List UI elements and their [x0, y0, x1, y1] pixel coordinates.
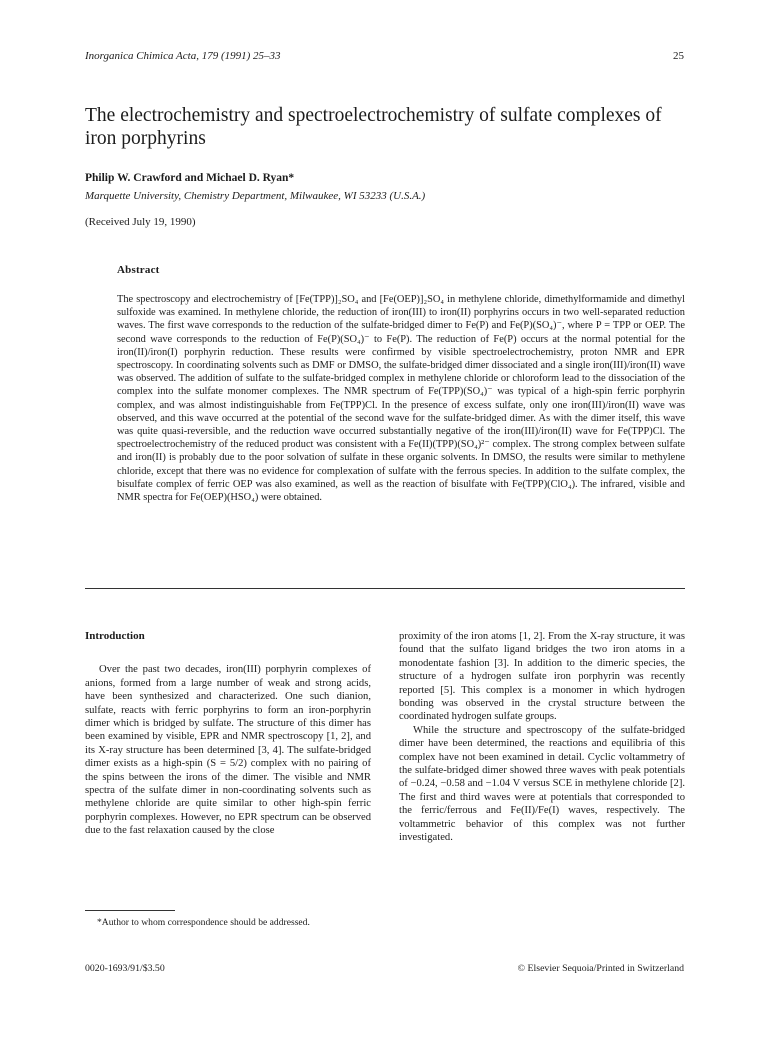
intro-paragraph-2: While the structure and spectroscopy of the sulfate-bridged dimer have been determined, the reactions and equilibria of this complex have not been examined in detail. Cyclic voltammetry of the sulfate-bridged dimer showed three waves with peak potentials of −0.24, −0.58 and −1.04 V versus SCE in methylene chloride [2]. The first and third waves were at potentials that corresponded to the ferric/ferrous and Fe(II)/Fe(I) waves, respectively. The voltammetric behavior of this complex was not further investigated. [399, 724, 685, 844]
section-divider [85, 588, 685, 589]
running-head [85, 50, 685, 62]
copyright: © Elsevier Sequoia/Printed in Switzerland [517, 963, 684, 974]
page-number: 25 [673, 50, 684, 62]
intro-paragraph-1: Over the past two decades, iron(III) porphyrin complexes of anions, formed from a large number of weak and strong acids, have been synthesized and characterized. One such dianion, sulfate, reacts with ferric porphyrins to form an iron-porphyrin dimer which is bridged by sulfate. The structure of this dimer has been examined by visible, EPR and NMR spectroscopy [1, 2], and its X-ray structure has been determined [3, 4]. The sulfate-bridged dimer exists as a high-spin (S = 5/2) complex with no pairing of the spins between the irons of the dimer. The visible and NMR spectra of the sulfate dimer in non-coordinating solvents such as methylene chloride are quite similar to other high-spin ferric porphyrin complexes. However, no EPR spectrum can be observed due to the fast relaxation caused by the close [85, 664, 371, 837]
abstract-heading: Abstract [117, 264, 160, 276]
affiliation: Marquette University, Chemistry Department, Milwaukee, WI 53233 (U.S.A.) [85, 190, 426, 202]
intro-paragraph-1-cont: proximity of the iron atoms [1, 2]. From the X-ray structure, it was found that the sulfato ligand bridges the two iron atoms in a monodentate fashion [3]. In addition to the dimeric species, the structure of a hydrogen sulfate iron porphyrin was recently reported [5]. This complex is a monomer in which hydrogen bonding was observed in the crystal structure between the coordinated hydrogen sulfate groups. [399, 631, 685, 723]
journal-citation: Inorganica Chimica Acta, 179 (1991) 25–33 [85, 50, 281, 62]
authors: Philip W. Crawford and Michael D. Ryan* [85, 172, 295, 184]
paper-title: The electrochemistry and spectroelectrochemistry of sulfate complexes of iron porphyrins [85, 105, 662, 149]
footnote: *Author to whom correspondence should be addressed. [97, 917, 310, 928]
issn-price: 0020-1693/91/$3.50 [85, 963, 165, 974]
footnote-rule [85, 910, 175, 911]
right-column [399, 630, 685, 845]
abstract-text: The spectroscopy and electrochemistry of [Fe(TPP)]₂SO₄ and [Fe(OEP)]₂SO₄ in methylene chloride, dimethylformamide and dimethyl sulfoxide was examined. In methylene chloride, the reduction of iron(III) to iron(II) porphyrins occurs in two well-separated reduction waves. The first wave corresponds to the reduction of the sulfate-bridged dimer to Fe(P) and Fe(P)(SO₄)⁻, where P = TPP or OEP. The second wave corresponds to the reduction of Fe(P)(SO₄)⁻ to Fe(P). The reduction of Fe(P) occurs at the normal potential for the iron(II)/iron(I) porphyrin reduction. These results were confirmed by visible spectroelectrochemistry, proton NMR and EPR spectroscopy. In coordinating solvents such as DMF or DMSO, the sulfate-bridged dimer dissociated and a single iron(III)/iron(II) wave was observed. The addition of sulfate to the sulfate-bridged complex in methylene chloride or chloroform lead to the dissociation of the complex into the sulfate monomer complexes. The NMR spectrum of Fe(TPP)(SO₄)⁻ was typical of a high-spin ferric porphyrin complex, and was almost indistinguishable from Fe(TPP)Cl. In the presence of excess sulfate, only one iron(III)/iron(II) wave was observed, and this wave occurred at the potential of the second wave for the sulfate-bridged dimer. As with the dimer itself, this wave was quite quasi-reversible, and the reduction wave occurred substantially negative of the iron(III)/iron(II) wave for Fe(TPP)Cl. The spectroelectrochemistry of the reduced product was consistent with a Fe(II)(TPP)(SO₄)²⁻ complex. The strong complex between sulfate and iron(II) is probably due to the poor solvation of sulfate in these organic solvents. In DMSO, the results were similar to methylene chloride, except that there was no evidence for complexation of sulfate with the ferrous species. In addition to the sulfate complex, the bisulfate complex of ferric OEP was also examined, as well as the reaction of bisulfate with Fe(TPP)(ClO₄). The infrared, visible and NMR spectra for Fe(OEP)(HSO₄) were obtained. [117, 294, 685, 504]
introduction-heading: Introduction [85, 630, 145, 642]
left-column [85, 630, 371, 838]
received-date: (Received July 19, 1990) [85, 216, 196, 228]
